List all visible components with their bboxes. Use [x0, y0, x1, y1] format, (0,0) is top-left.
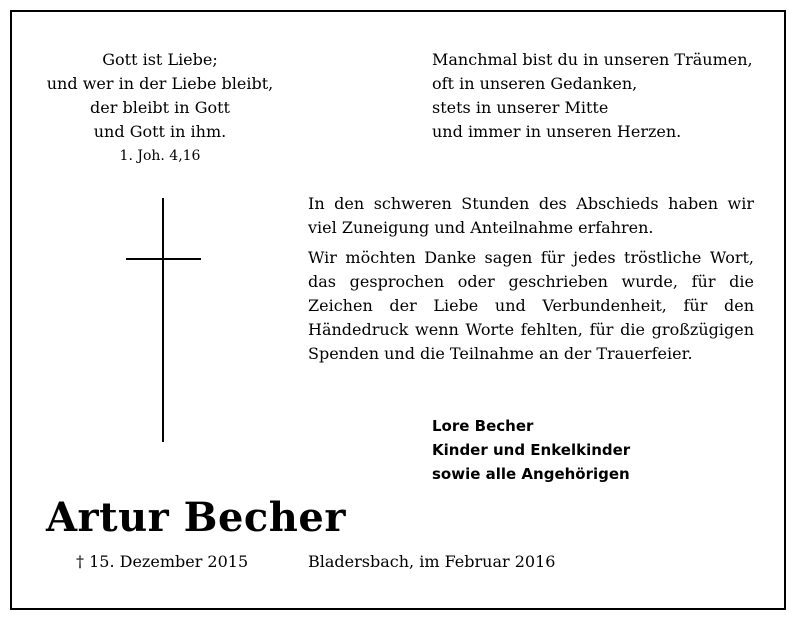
thank-you-text [308, 192, 754, 366]
poem-line: Manchmal bist du in unseren Träumen, [432, 50, 753, 69]
poem-line: und immer in unseren Herzen. [432, 122, 682, 141]
cross-icon-horizontal [126, 258, 201, 260]
verse-reference: 1. Joh. 4,16 [119, 148, 201, 164]
signer-line: Lore Becher [432, 417, 534, 435]
thanks-paragraph: In den schweren Stunden des Abschieds haben wir viel Zuneigung und Anteilnahme erfahren. [308, 194, 754, 237]
verse-line: und Gott in ihm. [93, 122, 227, 141]
thanks-paragraph: Wir möchten Danke sagen für jedes tröstliche Wort, das gesprochen oder geschrieben wurde, für die Zeichen der Liebe und Verbundenheit, für den Händedruck wenn Worte fehlten, für die großzügigen Spenden und die Teilnahme an der Trauerfeier. [308, 248, 754, 363]
death-date: † 15. Dezember 2015 [76, 552, 249, 571]
place-and-date: Bladersbach, im Februar 2016 [308, 552, 556, 571]
memorial-poem [432, 48, 772, 144]
signers [432, 414, 752, 486]
poem-line: oft in unseren Gedanken, [432, 74, 638, 93]
cross-icon-vertical [162, 198, 164, 442]
verse-line: Gott ist Liebe; [102, 50, 218, 69]
verse-line: und wer in der Liebe bleibt, [46, 74, 274, 93]
signer-line: sowie alle Angehörigen [432, 465, 630, 483]
verse-line: der bleibt in Gott [90, 98, 230, 117]
signer-line: Kinder und Enkelkinder [432, 441, 631, 459]
deceased-name: Artur Becher [46, 494, 346, 541]
bible-verse [30, 48, 290, 168]
poem-line: stets in unserer Mitte [432, 98, 609, 117]
